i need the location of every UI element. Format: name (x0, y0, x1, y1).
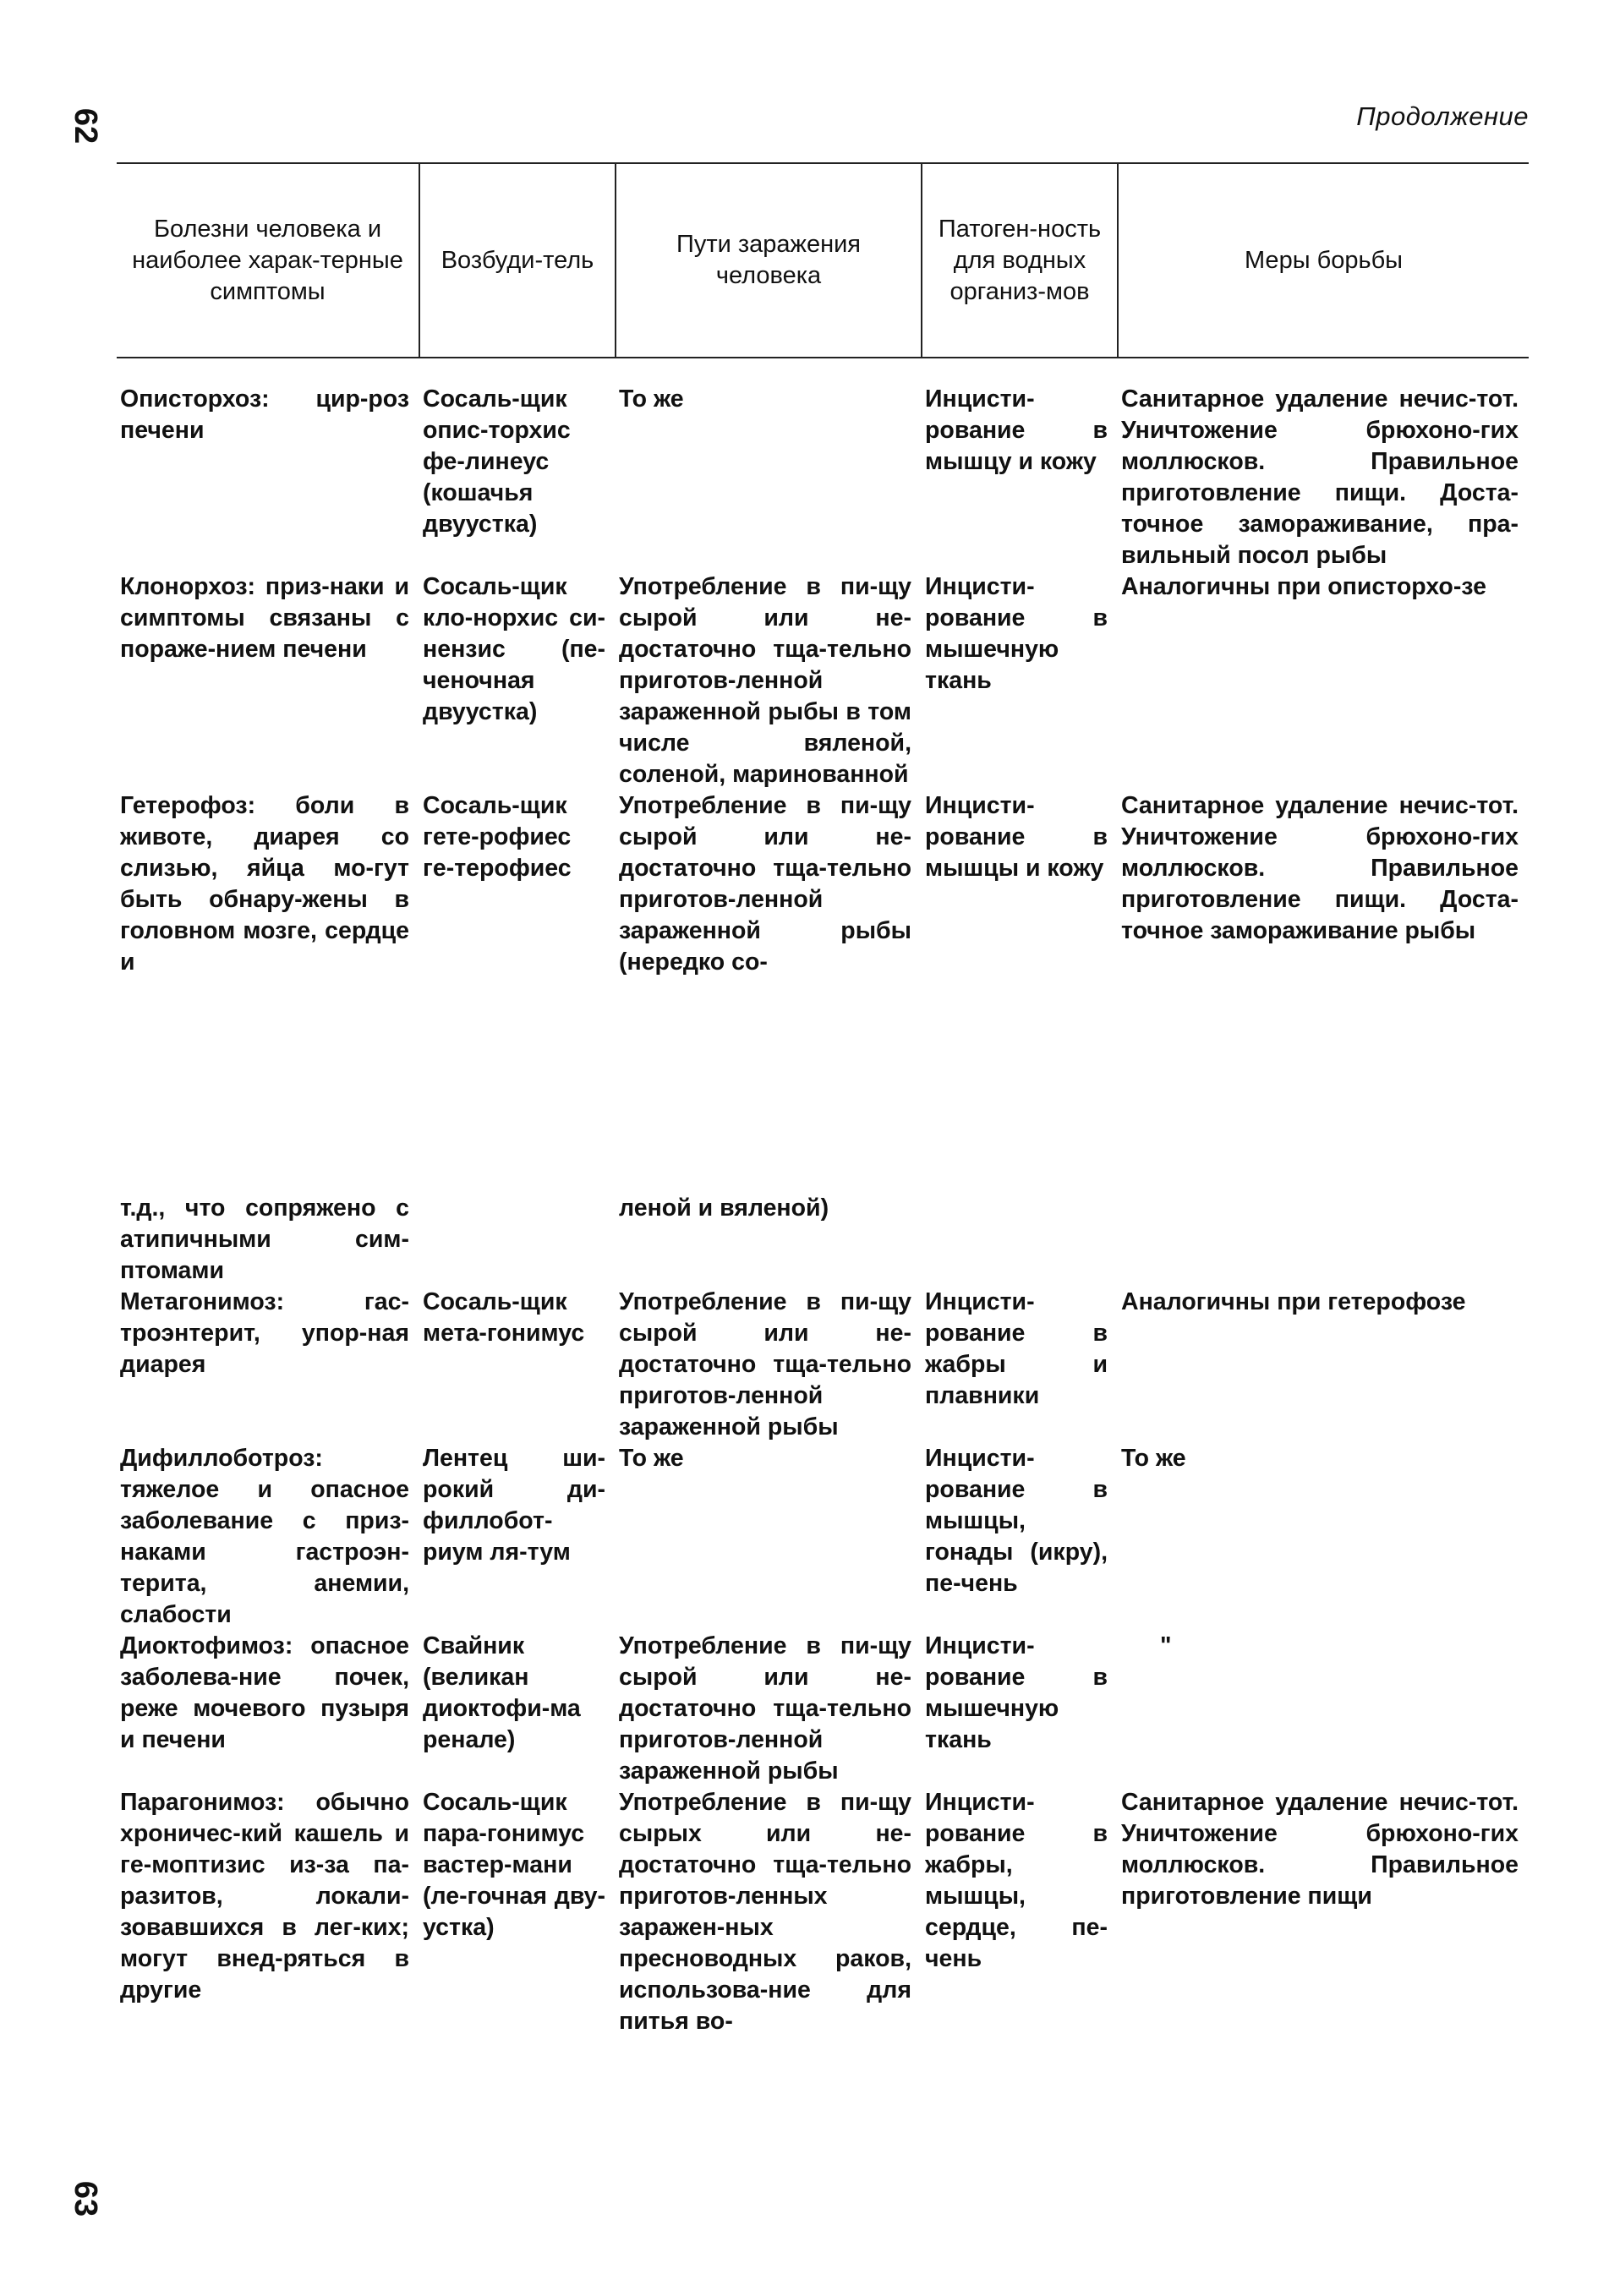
table-row-heterophyiasis-continued (117, 1193, 1529, 1287)
cell-measures: " (1160, 1632, 1172, 1659)
cell-disease: Диоктофимоз: опасное заболева-ние почек, реже мочевого пузыря и печени (120, 1632, 409, 1753)
cell-disease: Парагонимоз: обычно хроничес-кий кашель и ге-моптизис из-за па-разитов, локали-зовавшихся в лег-ких; могут внед-ряться в другие (120, 1789, 409, 2004)
cell-route: То же (619, 385, 684, 413)
header-pathogenicity: Патоген-ность для водных организ-мов (922, 163, 1118, 358)
cell-disease: Дифиллоботроз: тяжелое и опасное заболевание с приз-наками гастроэн-терита, анемии, слабости (120, 1445, 409, 1628)
header-route: Пути заражения человека (616, 163, 922, 358)
page-number-bottom: 63 (68, 2180, 104, 2217)
cell-disease: Метагонимоз: гас-троэнтерит, упор-ная диарея (120, 1288, 409, 1378)
table-row-paragonimiasis (117, 1787, 1529, 2037)
cell-agent: Сосаль-щик пара-гонимус вастер-мани (ле-гочная дву-устка) (423, 1789, 605, 1941)
header-disease: Болезни человека и наиболее харак-терные симптомы (117, 163, 419, 358)
cell-pathogenicity: Инцисти-рование в жабры, мышцы, сердце, пе-чень (925, 1789, 1108, 1972)
parasitic-diseases-table (117, 162, 1529, 2037)
cell-route: Употребление в пи-щу сырых или не-достаточно тща-тельно приготов-ленных заражен-ных пресноводных раков, использова-ние для питья во- (619, 1789, 911, 2035)
cell-pathogenicity: Инцисти-рование в жабры и плавники (925, 1288, 1108, 1409)
table-row-opisthorchiasis (117, 358, 1529, 571)
table-header (117, 163, 1529, 358)
cell-agent: Сосаль-щик кло-норхис си-нензис (пе-ченочная двуустка) (423, 573, 605, 725)
table-gap (117, 978, 1529, 1193)
cell-measures: Аналогичны при гетерофозе (1121, 1288, 1466, 1315)
cell-pathogenicity: Инцисти-рование в мышцу и кожу (925, 385, 1108, 475)
cell-route: Употребление в пи-щу сырой или не-достаточно тща-тельно приготов-ленной зараженной рыбы в том числе вяленой, соленой, маринованной (619, 573, 911, 788)
cell-measures: Аналогичны при описторхо-зе (1121, 573, 1486, 600)
cell-pathogenicity: Инцисти-рование в мышцы, гонады (икру), пе-чень (925, 1445, 1108, 1597)
cell-route: Употребление в пи-щу сырой или не-достаточно тща-тельно приготов-ленной зараженной рыбы (619, 1288, 911, 1440)
cell-agent: Сосаль-щик гете-рофиес ге-терофиес (423, 792, 572, 882)
cell-pathogenicity (922, 1193, 1118, 1287)
table-body (117, 358, 1529, 2037)
cell-measures: Санитарное удаление нечис-тот. Уничтожение брюхоно-гих моллюсков. Правильное приготовление пищи. Доста-точное замораживание, пра-вильный посол рыбы (1121, 385, 1519, 569)
cell-route: То же (619, 1445, 684, 1472)
table-row-dioctophymosis (117, 1631, 1529, 1787)
table-row-clonorchiasis (117, 571, 1529, 790)
cell-agent: Лентец ши-рокий ди-филлобот-риум ля-тум (423, 1445, 605, 1566)
cell-disease: Гетерофоз: боли в животе, диарея со слизью, яйца мо-гут быть обнару-жены в головном мозге, сердце и (120, 792, 409, 976)
cell-route: Употребление в пи-щу сырой или не-достаточно тща-тельно приготов-ленной зараженной рыбы (нередко со- (619, 792, 911, 976)
cell-measures: Санитарное удаление нечис-тот. Уничтожение брюхоно-гих моллюсков. Правильное приготовление пищи. Доста-точное замораживание рыбы (1121, 792, 1519, 944)
cell-agent: Сосаль-щик мета-гонимус (423, 1288, 585, 1347)
table-row-diphyllobothriasis (117, 1443, 1529, 1631)
continuation-label: Продолжение (1356, 101, 1529, 131)
header-agent: Возбуди-тель (419, 163, 616, 358)
cell-disease: Клонорхоз: приз-наки и симптомы связаны с пораже-нием печени (120, 573, 409, 663)
cell-disease: т.д., что сопряжено с атипичными сим-птомами (120, 1194, 409, 1284)
cell-pathogenicity: Инцисти-рование в мышцы и кожу (925, 792, 1108, 882)
cell-pathogenicity: Инцисти-рование в мышечную ткань (925, 1632, 1108, 1753)
cell-measures (1118, 1193, 1529, 1287)
cell-agent: Свайник (великан диоктофи-ма ренале) (423, 1632, 581, 1753)
cell-route: леной и вяленой) (619, 1194, 829, 1222)
table-row-heterophyiasis (117, 790, 1529, 978)
cell-route: Употребление в пи-щу сырой или не-достаточно тща-тельно приготов-ленной зараженной рыбы (619, 1632, 911, 1785)
cell-pathogenicity: Инцисти-рование в мышечную ткань (925, 573, 1108, 694)
table-row-metagonimiasis (117, 1287, 1529, 1443)
cell-disease: Описторхоз: цир-роз печени (120, 385, 409, 444)
page-number-top: 62 (68, 107, 104, 145)
header-measures: Меры борьбы (1118, 163, 1529, 358)
cell-measures: Санитарное удаление нечис-тот. Уничтожение брюхоно-гих моллюсков. Правильное приготовление пищи (1121, 1789, 1519, 1910)
cell-agent (419, 1193, 616, 1287)
cell-agent: Сосаль-щик опис-торхис фе-линеус (кошачья двуустка) (423, 385, 571, 538)
cell-measures: То же (1121, 1445, 1186, 1472)
